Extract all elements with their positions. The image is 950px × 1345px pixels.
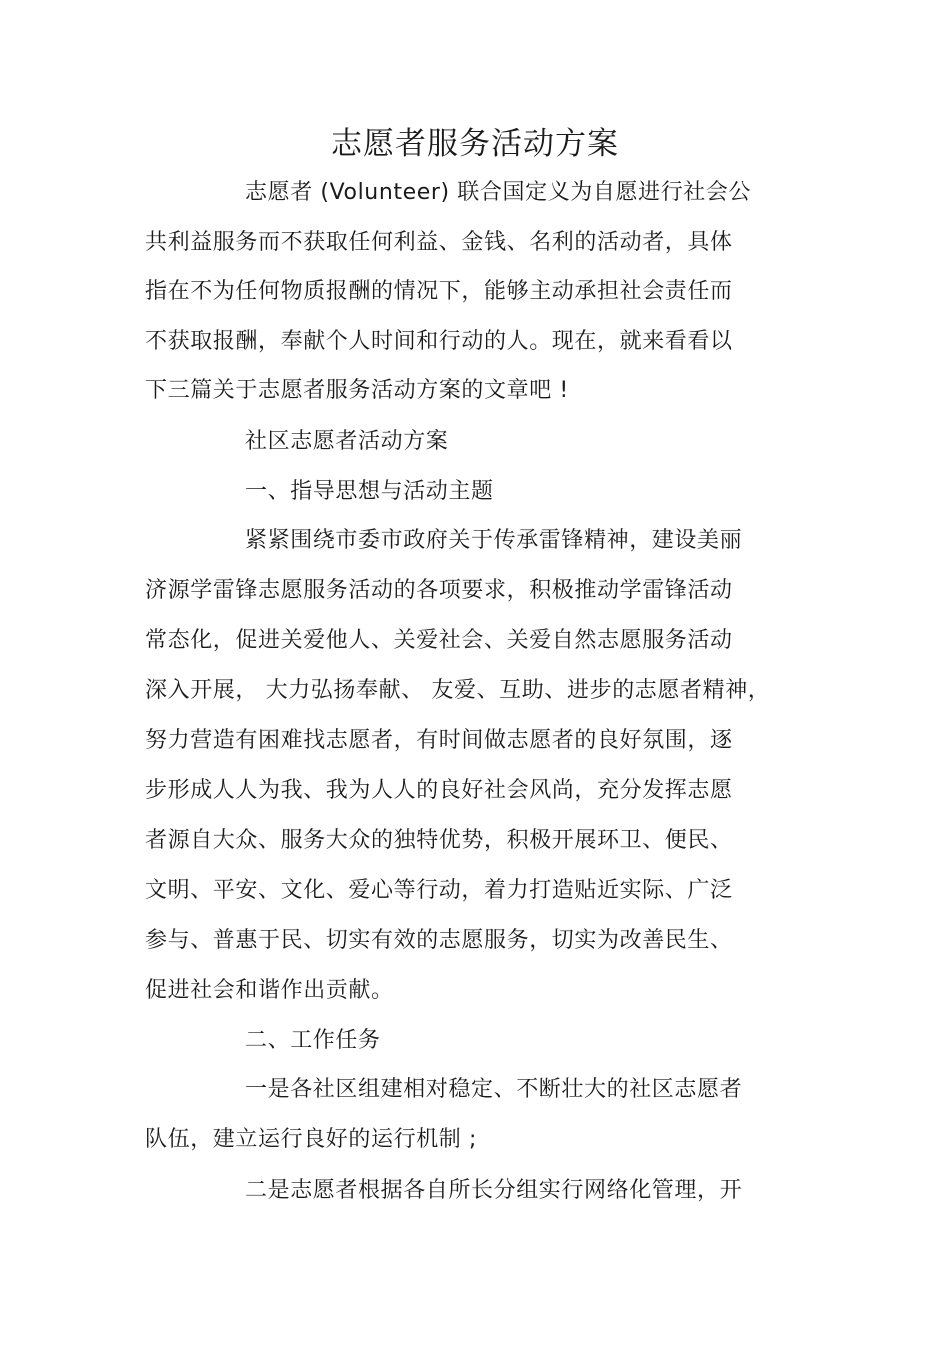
paragraph-line: 下三篇关于志愿者服务活动方案的文章吧 ! bbox=[145, 378, 569, 403]
paragraph-line: 不获取报酬，奉献个人时间和行动的人。现在，就来看看以 bbox=[145, 329, 733, 354]
paragraph-line: 深入开展， 大力弘扬奉献、 友爱、互助、进步的志愿者精神， bbox=[145, 678, 771, 703]
section-heading: 社区志愿者活动方案 bbox=[245, 429, 449, 454]
paragraph-line: 指在不为任何物质报酬的情况下，能够主动承担社会责任而 bbox=[145, 279, 733, 304]
section-heading: 二、工作任务 bbox=[245, 1028, 381, 1053]
paragraph-line: 济源学雷锋志愿服务活动的各项要求，积极推动学雷锋活动 bbox=[145, 578, 733, 603]
paragraph-line: 文明、平安、文化、爱心等行动，着力打造贴近实际、广泛 bbox=[145, 878, 733, 903]
paragraph-line: 促进社会和谐作出贡献。 bbox=[145, 978, 394, 1003]
paragraph-line: 者源自大众、服务大众的独特优势，积极开展环卫、便民、 bbox=[145, 828, 733, 853]
paragraph-line: 二是志愿者根据各自所长分组实行网络化管理，开 bbox=[245, 1178, 743, 1203]
paragraph-line: 努力营造有困难找志愿者，有时间做志愿者的良好氛围，逐 bbox=[145, 728, 733, 753]
paragraph-line: 一是各社区组建相对稳定、不断壮大的社区志愿者 bbox=[245, 1077, 743, 1102]
paragraph-line: 参与、普惠于民、切实有效的志愿服务，切实为改善民生、 bbox=[145, 928, 733, 953]
document-title: 志愿者服务活动方案 bbox=[331, 126, 619, 162]
paragraph-line: 志愿者 (Volunteer) 联合国定义为自愿进行社会公 bbox=[245, 180, 752, 205]
paragraph-line: 紧紧围绕市委市政府关于传承雷锋精神，建设美丽 bbox=[245, 528, 743, 553]
section-heading: 一、指导思想与活动主题 bbox=[245, 479, 494, 504]
paragraph-line: 队伍，建立运行良好的运行机制 ; bbox=[145, 1127, 478, 1152]
paragraph-line: 常态化，促进关爱他人、关爱社会、关爱自然志愿服务活动 bbox=[145, 628, 733, 653]
paragraph-line: 步形成人人为我、我为人人的良好社会风尚，充分发挥志愿 bbox=[145, 778, 733, 803]
paragraph-line: 共利益服务而不获取任何利益、金钱、名利的活动者，具体 bbox=[145, 230, 733, 255]
